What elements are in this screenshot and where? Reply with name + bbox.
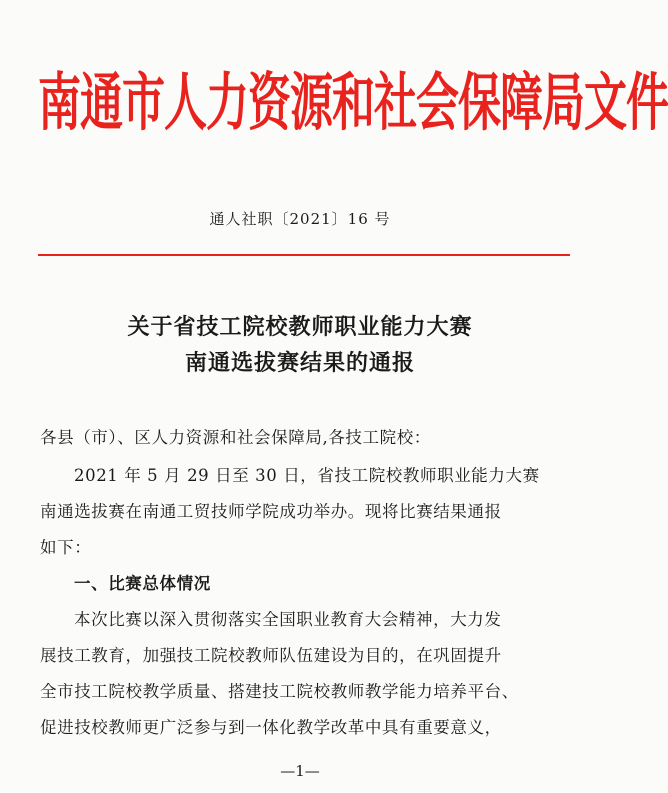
paragraph-1-line-1: 2021 年 5 月 29 日至 30 日，省技工院校教师职业能力大赛 [74, 466, 540, 485]
document-title-line-2: 南通选拔赛结果的通报 [184, 350, 415, 376]
document-title-line-1: 关于省技工院校教师职业能力大赛 [127, 314, 473, 340]
paragraph-1-line-2: 南通选拔赛在南通工贸技师学院成功举办。现将比赛结果通报 [40, 502, 502, 521]
salutation: 各县（市）、区人力资源和社会保障局,各技工院校： [40, 428, 431, 447]
red-divider-line [38, 254, 570, 256]
section-1-heading: 一、比赛总体情况 [74, 574, 211, 593]
paragraph-2-line-4: 促进技校教师更广泛参与到一体化教学改革中具有重要意义， [40, 718, 502, 737]
page-number: —1— [280, 762, 320, 780]
paragraph-2-line-1: 本次比赛以深入贯彻落实全国职业教育大会精神，大力发 [74, 610, 502, 629]
paragraph-1-line-3: 如下： [40, 538, 92, 557]
paragraph-2-line-2: 展技工教育，加强技工院校教师队伍建设为目的，在巩固提升 [40, 646, 502, 665]
paragraph-2-line-3: 全市技工院校教学质量、搭建技工院校教师教学能力培养平台、 [40, 682, 519, 701]
masthead-title: 南通市人力资源和社会保障局文件 [38, 67, 668, 140]
document-number: 通人社职〔2021〕16 号 [209, 210, 391, 228]
